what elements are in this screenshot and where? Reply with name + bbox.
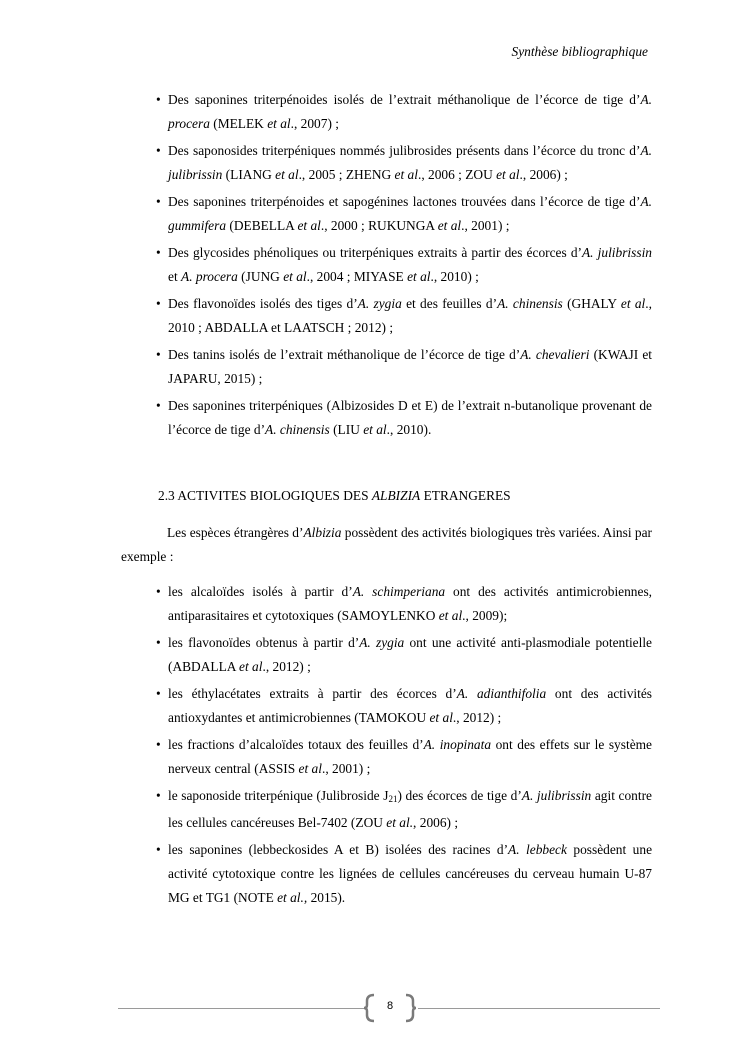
- footer-rule-left: [118, 1008, 366, 1009]
- list-item: • les alcaloïdes isolés à partir d’A. schimperiana ont des activités antimicrobiennes, antiparasitaires et cytotoxiques (SAMOYLENKO et al., 2009);: [156, 580, 652, 628]
- list-item: • Des saponines triterpéniques (Albizosides D et E) de l’extrait n-butanolique provenant de l’écorce de tige d’A. chinensis (LIU et al., 2010).: [156, 394, 652, 442]
- list-item: • Des flavonoïdes isolés des tiges d’A. zygia et des feuilles d’A. chinensis (GHALY et al., 2010 ; ABDALLA et LAATSCH ; 2012) ;: [156, 292, 652, 340]
- intro-paragraph: Les espèces étrangères d’Albizia possèdent des activités biologiques très variées. Ainsi par exemple :: [121, 525, 652, 564]
- list-item: • les saponines (lebbeckosides A et B) isolées des racines d’A. lebbeck possèdent une activité cytotoxique contre les lignées de cellules cancéreuses du cerveau humain U-87 MG et TG1 (NOTE et al., 2015).: [156, 838, 652, 910]
- section-heading: 2.3 ACTIVITES BIOLOGIQUES DES ALBIZIA ETRANGERES: [158, 488, 511, 503]
- list-item: • Des tanins isolés de l’extrait méthanolique de l’écorce de tige d’A. chevalieri (KWAJI et JAPARU, 2015) ;: [156, 343, 652, 391]
- list-item: • Des saponines triterpénoides et sapogénines lactones trouvées dans l’écorce de tige d’A. gummifera (DEBELLA et al., 2000 ; RUKUNGA et al., 2001) ;: [156, 190, 652, 238]
- page-number: 8: [386, 1000, 394, 1012]
- list-item: • les flavonoïdes obtenus à partir d’A. zygia ont une activité anti-plasmodiale potentielle (ABDALLA et al., 2012) ;: [156, 631, 652, 679]
- list-item: • Des glycosides phénoliques ou triterpéniques extraits à partir des écorces d’A. julibrissin et A. procera (JUNG et al., 2004 ; MIYASE et al., 2010) ;: [156, 241, 652, 289]
- compounds-list: [156, 88, 652, 445]
- list-item: • les fractions d’alcaloïdes totaux des feuilles d’A. inopinata ont des effets sur le système nerveux central (ASSIS et al., 2001) ;: [156, 733, 652, 781]
- list-item: • le saponoside triterpénique (Julibroside $J_{21}$) des écorces de tige d’A. julibrissin agit contre les cellules cancéreuses Bel-7402 (ZOU et al., 2006) ;: [156, 784, 652, 835]
- running-header: Synthèse bibliographique: [511, 44, 648, 59]
- footer-rule-right: [418, 1008, 660, 1009]
- list-item: • Des saponines triterpénoides isolés de l’extrait méthanolique de l’écorce de tige d’A. procera (MELEK et al., 2007) ;: [156, 88, 652, 136]
- page-number-box: [364, 993, 416, 1023]
- activities-list: [156, 580, 652, 913]
- list-item: • Des saponosides triterpéniques nommés julibrosides présents dans l’écorce du tronc d’A. julibrissin (LIANG et al., 2005 ; ZHENG et al., 2006 ; ZOU et al., 2006) ;: [156, 139, 652, 187]
- list-item: • les éthylacétates extraits à partir des écorces d’A. adianthifolia ont des activités antioxydantes et antimicrobiennes (TAMOKOU et al., 2012) ;: [156, 682, 652, 730]
